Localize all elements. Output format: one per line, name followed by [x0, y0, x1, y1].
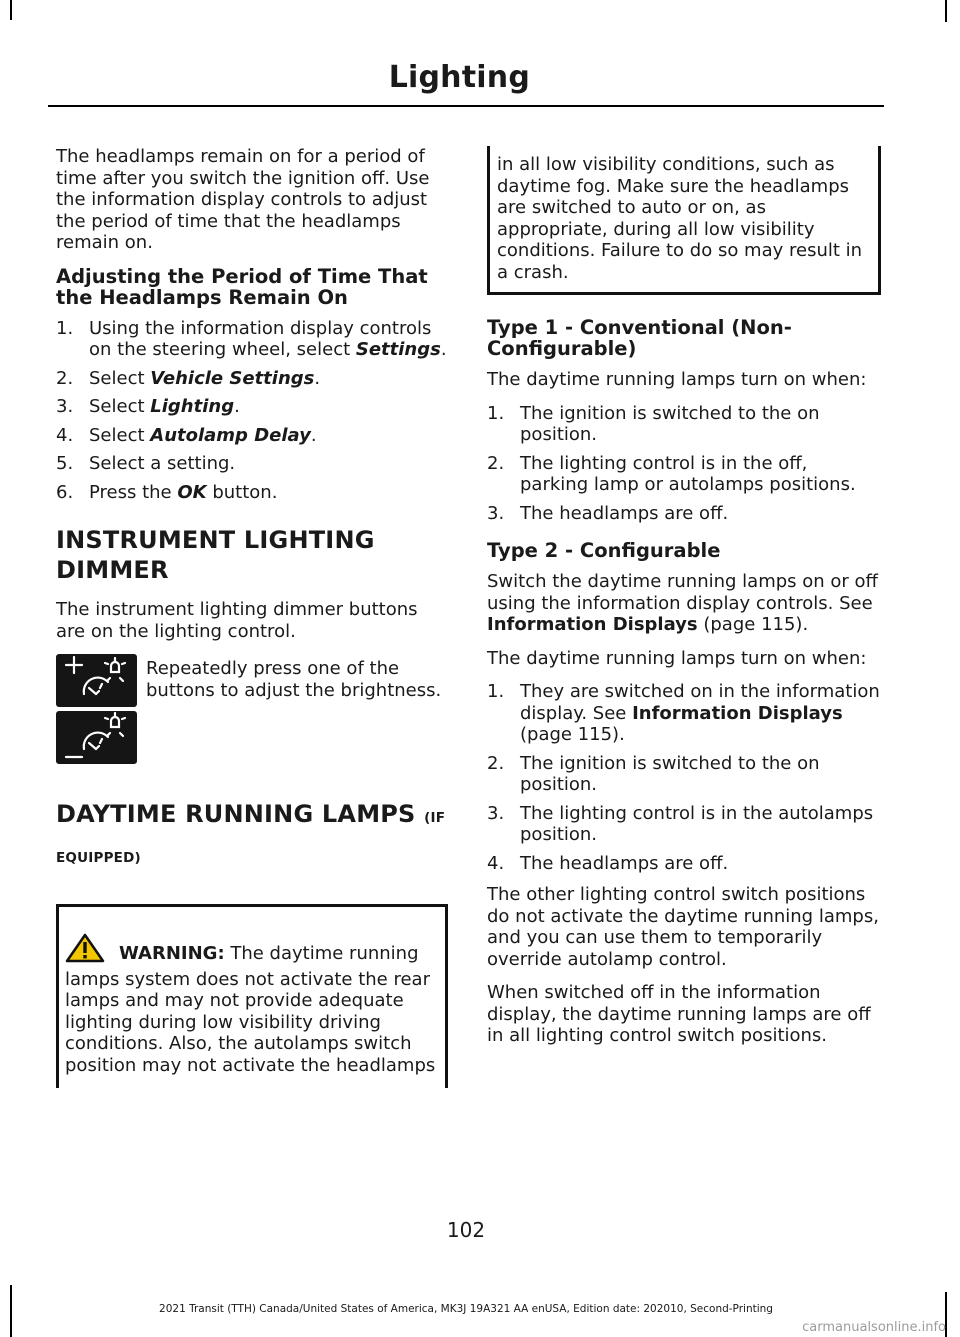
type2-paragraph: Switch the daytime running lamps on or off using the information display controls. See Information Displays (page 115). — [487, 571, 878, 635]
list-item: 3. The headlamps are off. — [487, 502, 729, 524]
watermark: carmanualsonline.info — [802, 1320, 946, 1335]
header-divider — [48, 105, 884, 107]
dimmer-instructions: Repeatedly press one of the buttons to adjust the brightness. — [146, 658, 442, 701]
list-item: 1. The ignition is switched to the on position. — [487, 402, 820, 445]
list-item: 4. The headlamps are off. — [487, 852, 729, 874]
list-item: 2. The lighting control is in the off, parking lamp or autolamps positions. — [487, 452, 856, 495]
list-item: 3. The lighting control is in the autolamps position. — [487, 802, 874, 845]
warning-box-continued: in all low visibility conditions, such as daytime fog. Make sure the headlamps are switched to auto or on, as appropriate, during all low visibility conditions. Failure to do so may result in a crash. — [487, 146, 881, 295]
dimmer-minus-icon — [56, 711, 137, 764]
page-number: 102 — [446, 1218, 486, 1242]
list-item: 1. Using the information display controls on the steering wheel, select Settings. — [56, 317, 447, 360]
heading-type-2: Type 2 - Configurable — [487, 539, 721, 562]
link-information-displays[interactable]: Information Displays — [487, 614, 698, 635]
paragraph-other-positions: The other lighting control switch positions do not activate the daytime running lamps, and you can use them to temporarily override autolamp control. — [487, 884, 879, 970]
warning-triangle-icon — [65, 933, 105, 969]
page-title: Lighting — [388, 60, 530, 95]
edition-footer: 2021 Transit (TTH) Canada/United States of America, MK3J 19A321 AA enUSA, Edition date: 202010, Second-Printing — [159, 1303, 773, 1315]
dimmer-icons — [56, 654, 137, 768]
type2-intro: The daytime running lamps turn on when: — [487, 647, 867, 669]
list-item: 2. Select Vehicle Settings. — [56, 367, 321, 389]
list-item: 1. They are switched on in the information display. See Information Displays (page 115). — [487, 681, 880, 745]
dimmer-intro: The instrument lighting dimmer buttons are on the lighting control. — [56, 599, 418, 642]
list-item: 5. Select a setting. — [56, 453, 236, 474]
dimmer-section — [56, 654, 448, 766]
heading-adjust-period: Adjusting the Period of Time That the Headlamps Remain On — [56, 264, 428, 309]
list-item: 6. Press the OK button. — [56, 481, 278, 503]
paragraph-switched-off: When switched off in the information display, the daytime running lamps are off in all lighting control switch positions. — [487, 982, 871, 1046]
right-column — [487, 146, 881, 1059]
list-item: 3. Select Lighting. — [56, 396, 240, 417]
link-information-displays[interactable]: Information Displays — [632, 702, 843, 724]
warning-text: The daytime running lamps system does not activate the rear lamps and may not provide adequate lighting during low visibility driving conditions. Also, the autolamps switch position may not activate the headlamps — [65, 943, 436, 1076]
type2-list — [487, 681, 881, 874]
list-item: 2. The ignition is switched to the on position. — [487, 752, 820, 795]
adjust-steps-list — [56, 318, 448, 504]
intro-paragraph: The headlamps remain on for a period of time after you switch the ignition off. Use the information display controls to adjust the period of time that the headlamps remain on. — [56, 146, 430, 253]
warning-label: WARNING: — [119, 943, 225, 964]
dimmer-plus-icon — [56, 654, 137, 707]
heading-instrument-dimmer: INSTRUMENT LIGHTING DIMMER — [56, 526, 375, 584]
heading-type-1: Type 1 - Conventional (Non-Configurable) — [487, 316, 792, 360]
type1-intro: The daytime running lamps turn on when: — [487, 369, 867, 390]
heading-daytime-running-lamps: DAYTIME RUNNING LAMPS (IF EQUIPPED) — [56, 800, 446, 866]
type1-list — [487, 403, 881, 525]
crop-mark — [10, 0, 12, 20]
warning-box — [56, 904, 448, 1088]
left-column — [56, 146, 448, 1088]
crop-mark — [945, 0, 947, 22]
list-item: 4. Select Autolamp Delay. — [56, 424, 317, 446]
